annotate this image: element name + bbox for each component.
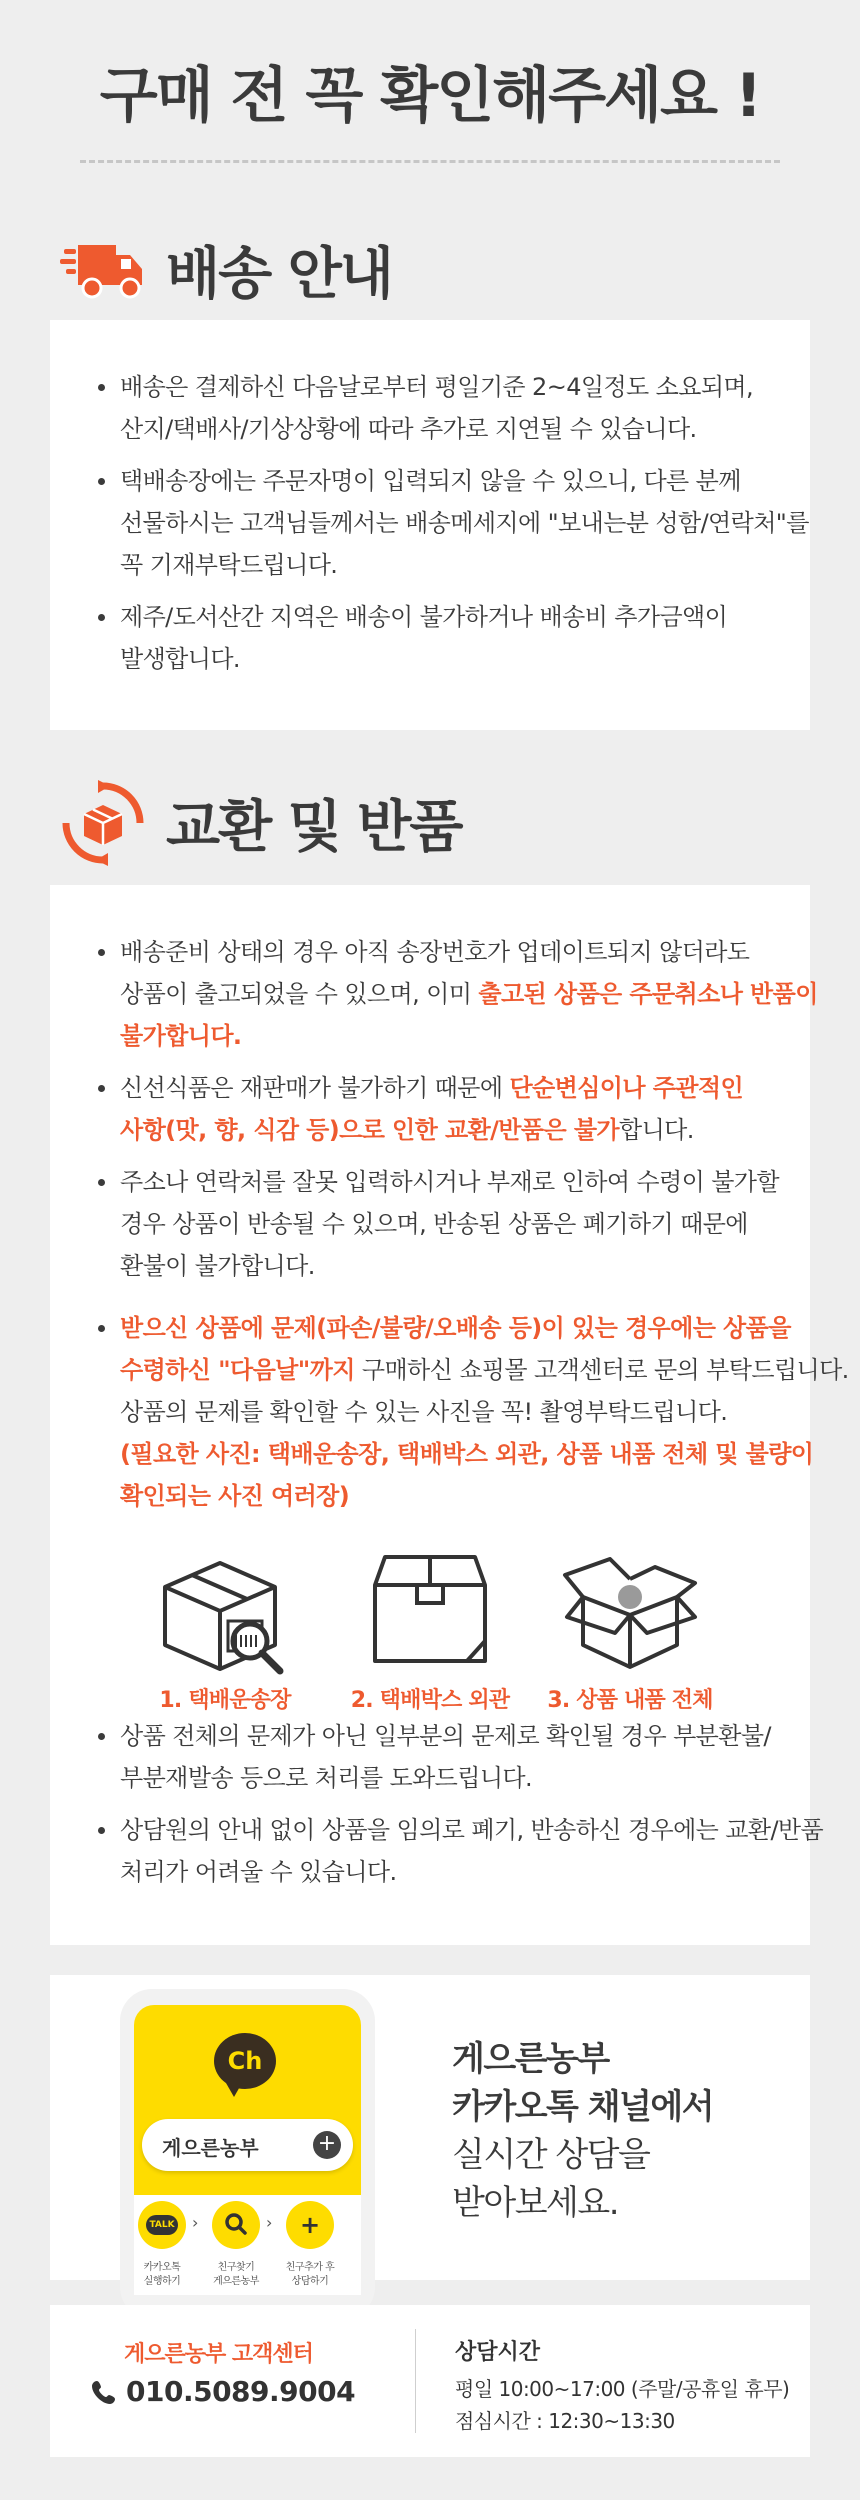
talk-badge: TALK [146,2215,178,2235]
cs-hours [455,2373,789,2437]
shipping-section-title: 배송 안내 [166,242,392,307]
kakao-channel-logo-icon: Ch [214,2033,276,2089]
highlight-text: 사항(맛, 향, 식감 등)으로 인한 교환/반품은 불가 [120,1116,619,1144]
shipping-section-header [58,225,392,315]
phone-mockup [120,1989,375,2319]
photo-caption: 2. 택배박스 외관 [350,1688,510,1713]
search-icon [212,2201,260,2249]
cs-title: 게으른농부 고객센터 [124,2342,313,2367]
highlight-text: 수령하신 "다음날"까지 [120,1356,355,1384]
returns-bullet-5 [98,1715,788,1799]
phone-number: 010.5089.9004 [126,2375,356,2408]
bullet-line: 부분재발송 등으로 처리를 도와드립니다. [120,1764,533,1792]
required-photos-row [50,1545,810,1713]
step-label-line: 게으른농부 [213,2276,259,2287]
search-glyph [212,2201,260,2249]
promo-line: 실시간 상담을 [452,2135,650,2175]
highlight-text: (필요한 사진: 택배운송장, 택배박스 외관, 상품 내품 전체 및 불량이 [120,1440,814,1468]
customer-service-card [50,2305,810,2457]
promo-line: 받아보세요. [452,2183,619,2223]
shipping-bullet-3 [98,596,788,680]
shipping-bullet-2 [98,460,809,586]
promo-bold-line: 카카오톡 채널에서 [452,2087,714,2127]
title-divider [80,160,780,163]
bullet-line: 배송은 결제하신 다음날로부터 평일기준 2~4일정도 소요되며, [120,373,754,401]
step-label-line: 실행하기 [143,2276,181,2287]
speech-tail [226,2083,242,2097]
photo-caption: 3. 상품 내품 전체 [547,1688,713,1713]
bullet-line: 경우 상품이 반송될 수 있으며, 반송된 상품은 폐기하기 때문에 [120,1210,748,1238]
page-title: 구매 전 꼭 확인해주세요 ! [99,61,761,131]
kakao-channel-card [50,1975,810,2287]
bullet-line: 꼭 기재부탁드립니다. [120,551,338,579]
channel-name-bar[interactable] [142,2119,353,2171]
bullet-line: 택배송장에는 주문자명이 입력되지 않을 수 있으니, 다른 분께 [120,467,741,495]
bullet-line [120,1109,788,1151]
add-channel-icon[interactable]: + [313,2131,341,2159]
closed-box-icon [355,1545,505,1675]
channel-name: 게으른농부 [162,2136,259,2160]
bullet-text: 구매하신 쇼핑몰 고객센터로 문의 부탁드립니다. [354,1356,849,1384]
exchange-return-box-icon [58,778,148,868]
photo-caption: 1. 택배운송장 [159,1688,291,1713]
delivery-truck-icon [58,225,148,315]
chevron-right-icon: › [192,2213,199,2232]
returns-bullet-4 [98,1307,849,1517]
shipping-bullet-1 [98,366,788,450]
bullet-text: 상품이 출고되었을 수 있으며, 이미 [120,980,479,1008]
returns-section-title: 교환 및 반품 [166,795,462,860]
bullet-line [120,1349,849,1391]
phone-icon [90,2378,118,2406]
promo-bold-line: 게으른농부 [452,2039,609,2079]
step-label-2 [201,2261,271,2289]
returns-bullet-2 [98,1067,788,1151]
returns-bullet-3 [98,1161,788,1287]
cs-divider [415,2329,416,2433]
bullet-text: 합니다. [618,1116,694,1144]
step-label-1 [127,2261,197,2289]
bullet-line [120,973,818,1015]
photo-item-box-contents [530,1545,730,1714]
highlight-text: 받으신 상품에 문제(파손/불량/오배송 등)이 있는 경우에는 상품을 [120,1314,791,1342]
bullet-line: 산지/택배사/기상상황에 따라 추가로 지연될 수 있습니다. [120,415,697,443]
photo-item-shipping-label [125,1545,325,1714]
step-label-line: 친구추가 후 [285,2262,335,2273]
chevron-right-icon: › [266,2213,273,2232]
cs-phone-number[interactable] [90,2375,355,2408]
photo-item-box-exterior [330,1545,530,1714]
bullet-line: 선물하시는 고객님들께서는 배송메세지에 "보내는분 성함/연락처"를 [120,509,809,537]
step-label-line: 친구찾기 [217,2262,255,2273]
highlight-text: 단순변심이나 주관적인 [509,1074,744,1102]
returns-card [50,885,849,1945]
bullet-line: 배송준비 상태의 경우 아직 송장번호가 업데이트되지 않더라도 [120,938,750,966]
kakao-promo-text [452,2035,713,2227]
bullet-line: 처리가 어려울 수 있습니다. [120,1858,397,1886]
bullet-line [120,1067,788,1109]
step-label-3 [275,2261,345,2289]
shipping-card [50,320,810,730]
step-label-line: 카카오톡 [143,2262,181,2273]
bullet-line: 제주/도서산간 지역은 배송이 불가하거나 배송비 추가금액이 [120,603,728,631]
returns-section-header [58,778,461,868]
bullet-line: 상담원의 안내 없이 상품을 임의로 폐기, 반송하신 경우에는 교환/반품 [120,1816,824,1844]
cs-hours-line: 점심시간 : 12:30~13:30 [455,2409,675,2433]
add-friend-icon: + [286,2201,334,2249]
step-label-line: 상담하기 [291,2276,329,2287]
bullet-line: 주소나 연락처를 잘못 입력하시거나 부재로 인하여 수령이 불가할 [120,1168,779,1196]
bullet-line: 상품의 문제를 확인할 수 있는 사진을 꼭! 촬영부탁드립니다. [120,1398,728,1426]
bullet-line: 상품 전체의 문제가 아닌 일부분의 문제로 확인될 경우 부분환불/ [120,1722,771,1750]
cs-hours-line: 평일 10:00~17:00 (주말/공휴일 휴무) [455,2377,790,2401]
bullet-text: 신선식품은 재판매가 불가하기 때문에 [120,1074,510,1102]
returns-bullet-1 [98,931,818,1057]
bullet-line: 환불이 불가합니다. [120,1252,315,1280]
returns-bullet-6 [98,1809,824,1893]
open-box-icon [555,1545,705,1675]
highlight-text: 불가합니다. [120,1022,242,1050]
shipping-label-magnifier-icon [150,1545,300,1675]
cs-hours-title: 상담시간 [455,2340,541,2365]
phone-screen [134,2005,361,2295]
highlight-text: 확인되는 사진 여러장) [120,1482,350,1510]
highlight-text: 출고된 상품은 주문취소나 반품이 [478,980,818,1008]
bullet-line: 발생합니다. [120,645,240,673]
